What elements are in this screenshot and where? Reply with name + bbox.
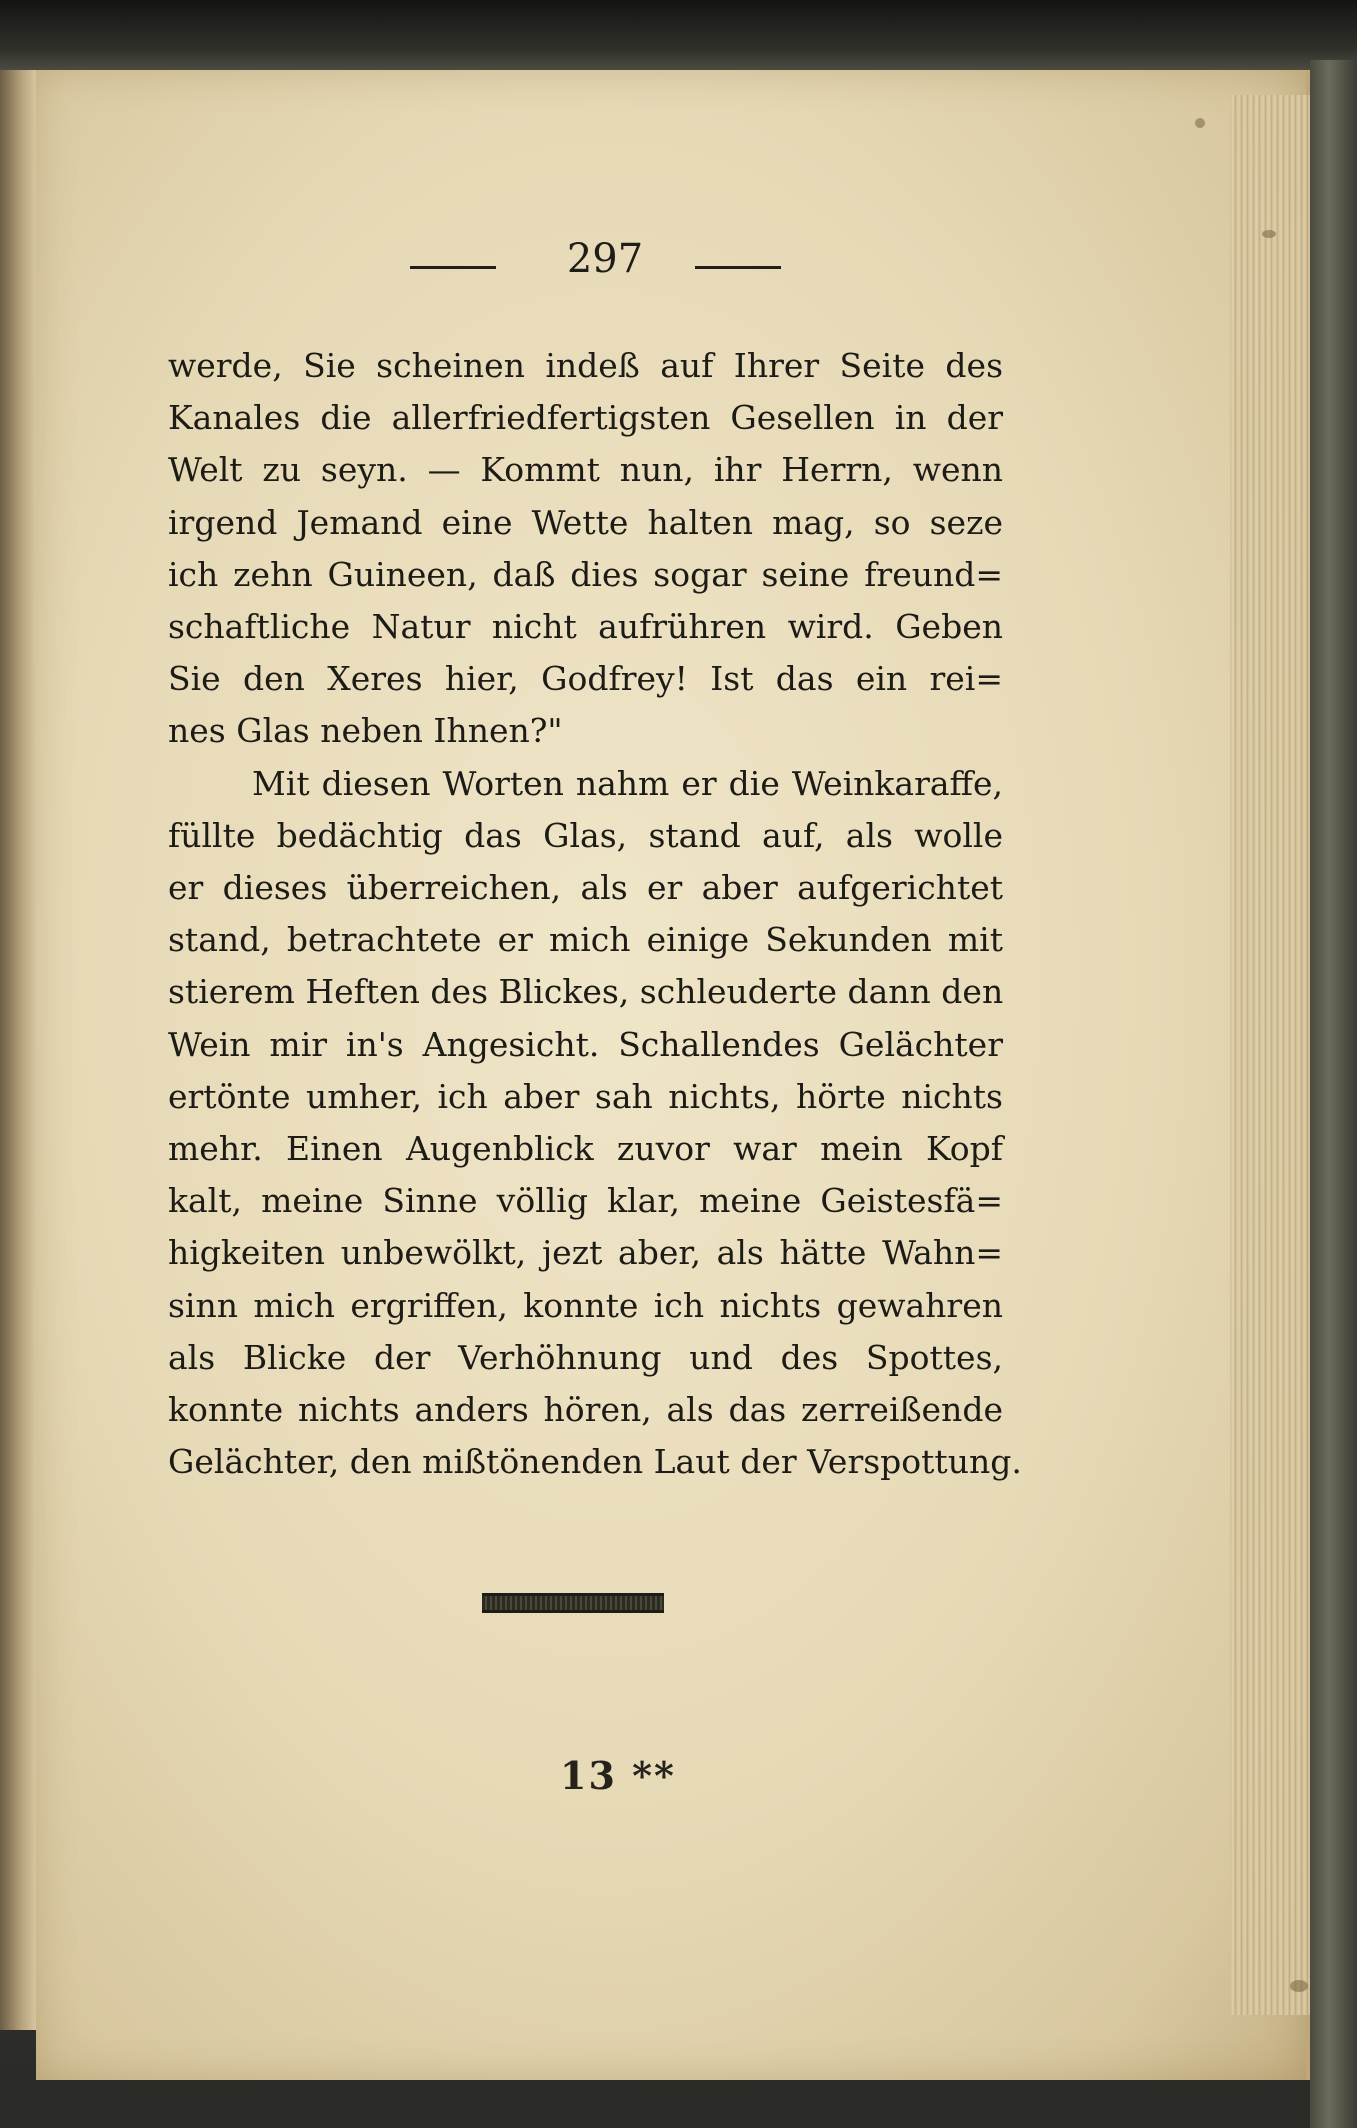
text-line: füllte bedächtig das Glas, stand auf, als wolle [168,815,1003,855]
text-line: irgend Jemand eine Wette halten mag, so seze [168,502,1003,542]
text-line: kalt, meine Sinne völlig klar, meine Geistesfä= [168,1181,1003,1221]
book-cover-top [0,0,1357,70]
gutter-edge [0,70,36,2030]
text-line: er dieses überreichen, als er aber aufgerichtet [168,868,1003,908]
header-rule-left [410,266,496,269]
book-cover-right [1310,60,1357,2128]
paper-stain [1262,230,1276,238]
text-line: Wein mir in's Angesicht. Schallendes Gelächter [168,1024,1003,1064]
header-rule-right [695,266,781,269]
text-line: Sie den Xeres hier, Godfrey! Ist das ein rei= [168,659,1003,699]
text-line: konnte nichts anders hören, als das zerreißende [168,1390,1003,1430]
page-number: 297 [566,236,644,282]
body-text [168,340,1022,1488]
text-line: werde, Sie scheinen indeß auf Ihrer Seite des [168,346,1003,385]
text-line: ertönte umher, ich aber sah nichts, hörte nichts [168,1076,1003,1116]
paper-stain [1290,1980,1308,1992]
text-line: als Blicke der Verhöhnung und des Spottes, [168,1337,1003,1377]
paragraph-first-line: Mit diesen Worten nahm er die Weinkaraffe, [252,763,1003,803]
printer-signature: 13 ** [560,1753,676,1798]
section-end-rule [482,1593,664,1613]
text-line: Gelächter, den mißtönenden Laut der Verspottung. [168,1442,1022,1482]
text-line: mehr. Einen Augenblick zuvor war mein Kopf [168,1129,1003,1169]
text-line: sinn mich ergriffen, konnte ich nichts gewahren [168,1285,1003,1325]
page-header [160,230,1040,290]
text-line: higkeiten unbewölkt, jezt aber, als hätte Wahn= [168,1233,1003,1273]
page-edges [1230,95,1310,2015]
text-line: ich zehn Guineen, daß dies sogar seine freund= [168,554,1003,594]
text-line: stierem Heften des Blickes, schleuderte dann den [168,972,1004,1012]
text-line: schaftliche Natur nicht aufrühren wird. Geben [168,607,1003,647]
text-line: Welt zu seyn. — Kommt nun, ihr Herrn, wenn [168,450,1003,490]
paper-stain [1195,118,1205,128]
text-line: Kanales die allerfriedfertigsten Gesellen in der [168,398,1003,438]
text-line: nes Glas neben Ihnen?" [168,711,563,751]
text-line: stand, betrachtete er mich einige Sekunden mit [168,920,1003,960]
